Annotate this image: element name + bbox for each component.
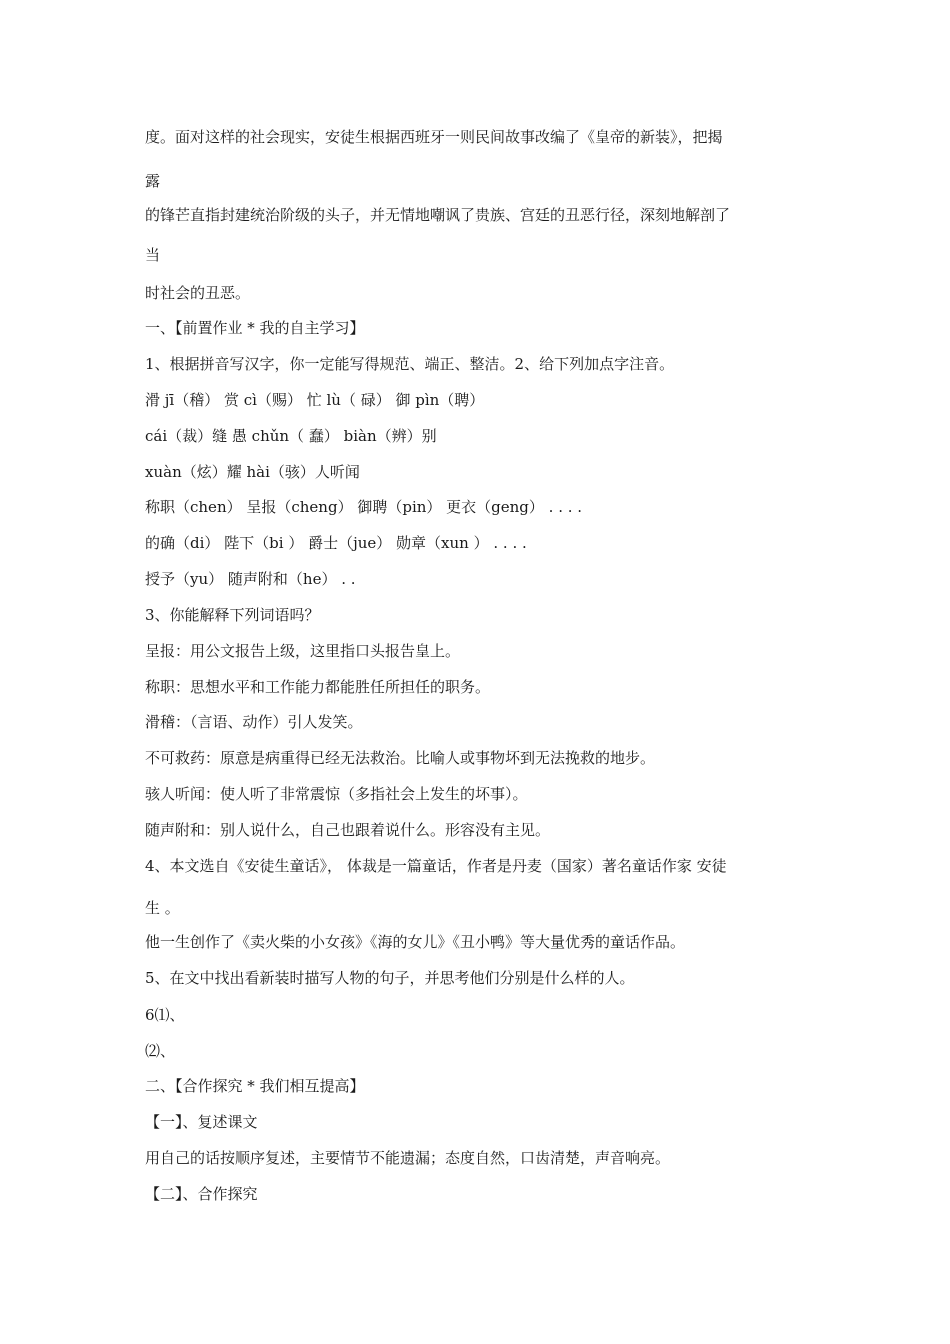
subsection-heading-1: 【一】、复述课文 [145,1113,258,1131]
subsection-heading-2: 【二】、合作探究 [145,1185,258,1203]
section-heading-2: 二、【合作探究 * 我们相互提高】 [145,1077,365,1095]
text-line-7: 1、根据拼音写汉字，你一定能写得规范、端正、整洁。2、给下列加点字注音。 [145,355,675,373]
text-line-2: 露 [145,172,161,190]
text-line-19: 骇人听闻：使人听了非常震惊（多指社会上发生的坏事）。 [145,785,528,803]
text-line-12: 的确（di） 陛下（bi ） 爵士（jue） 勋章（xun ） . . . . [145,534,527,552]
text-line-24: 5、在文中找出看新装时描写人物的句子，并思考他们分别是什么样的人。 [145,969,635,987]
text-line-29: 用自己的话按顺序复述，主要情节不能遗漏；态度自然，口齿清楚，声音响亮。 [145,1149,671,1167]
text-line-3: 的锋芒直指封建统治阶级的头子，并无情地嘲讽了贵族、宫廷的丑恶行径，深刻地解剖了 [145,206,731,224]
text-line-13: 授予（yu） 随声附和（he） . . [145,570,356,588]
text-line-23: 他一生创作了《卖火柴的小女孩》《海的女儿》《丑小鸭》等大量优秀的童话作品。 [145,933,686,951]
text-line-21: 4、本文选自《安徒生童话》， 体裁是一篇童话，作者是丹麦（国家）著名童话作家 安徒 [145,857,727,875]
text-line-14: 3、你能解释下列词语吗？ [145,606,320,624]
text-line-10: xuàn（炫）耀 hài（骇）人听闻 [145,463,360,481]
text-line-1: 度。面对这样的社会现实，安徒生根据西班牙一则民间故事改编了《皇帝的新装》，把揭 [145,128,723,146]
text-line-18: 不可救药：原意是病重得已经无法救治。比喻人或事物坏到无法挽救的地步。 [145,749,656,767]
text-line-20: 随声附和：别人说什么，自己也跟着说什么。形容没有主见。 [145,821,551,839]
text-line-5: 时社会的丑恶。 [145,284,251,302]
section-heading-1: 一、【前置作业 * 我的自主学习】 [145,319,365,337]
text-line-4: 当 [145,246,161,264]
text-line-8: 滑 jī（稽） 赏 cì（赐） 忙 lù（ 碌） 御 pìn（聘） [145,391,485,409]
text-line-15: 呈报：用公文报告上级，这里指口头报告皇上。 [145,642,461,660]
text-line-16: 称职：思想水平和工作能力都能胜任所担任的职务。 [145,678,491,696]
text-line-26: ⑵、 [145,1042,176,1060]
text-line-25: 6⑴、 [145,1006,185,1024]
text-line-11: 称职（chen） 呈报（cheng） 御聘（pin） 更衣（geng） . . . . [145,498,583,516]
text-line-17: 滑稽：（言语、动作）引人发笑。 [145,713,363,731]
text-line-22: 生 。 [145,899,180,917]
text-line-9: cái（裁）缝 愚 chǔn（ 蠢） biàn（辨）别 [145,427,437,445]
